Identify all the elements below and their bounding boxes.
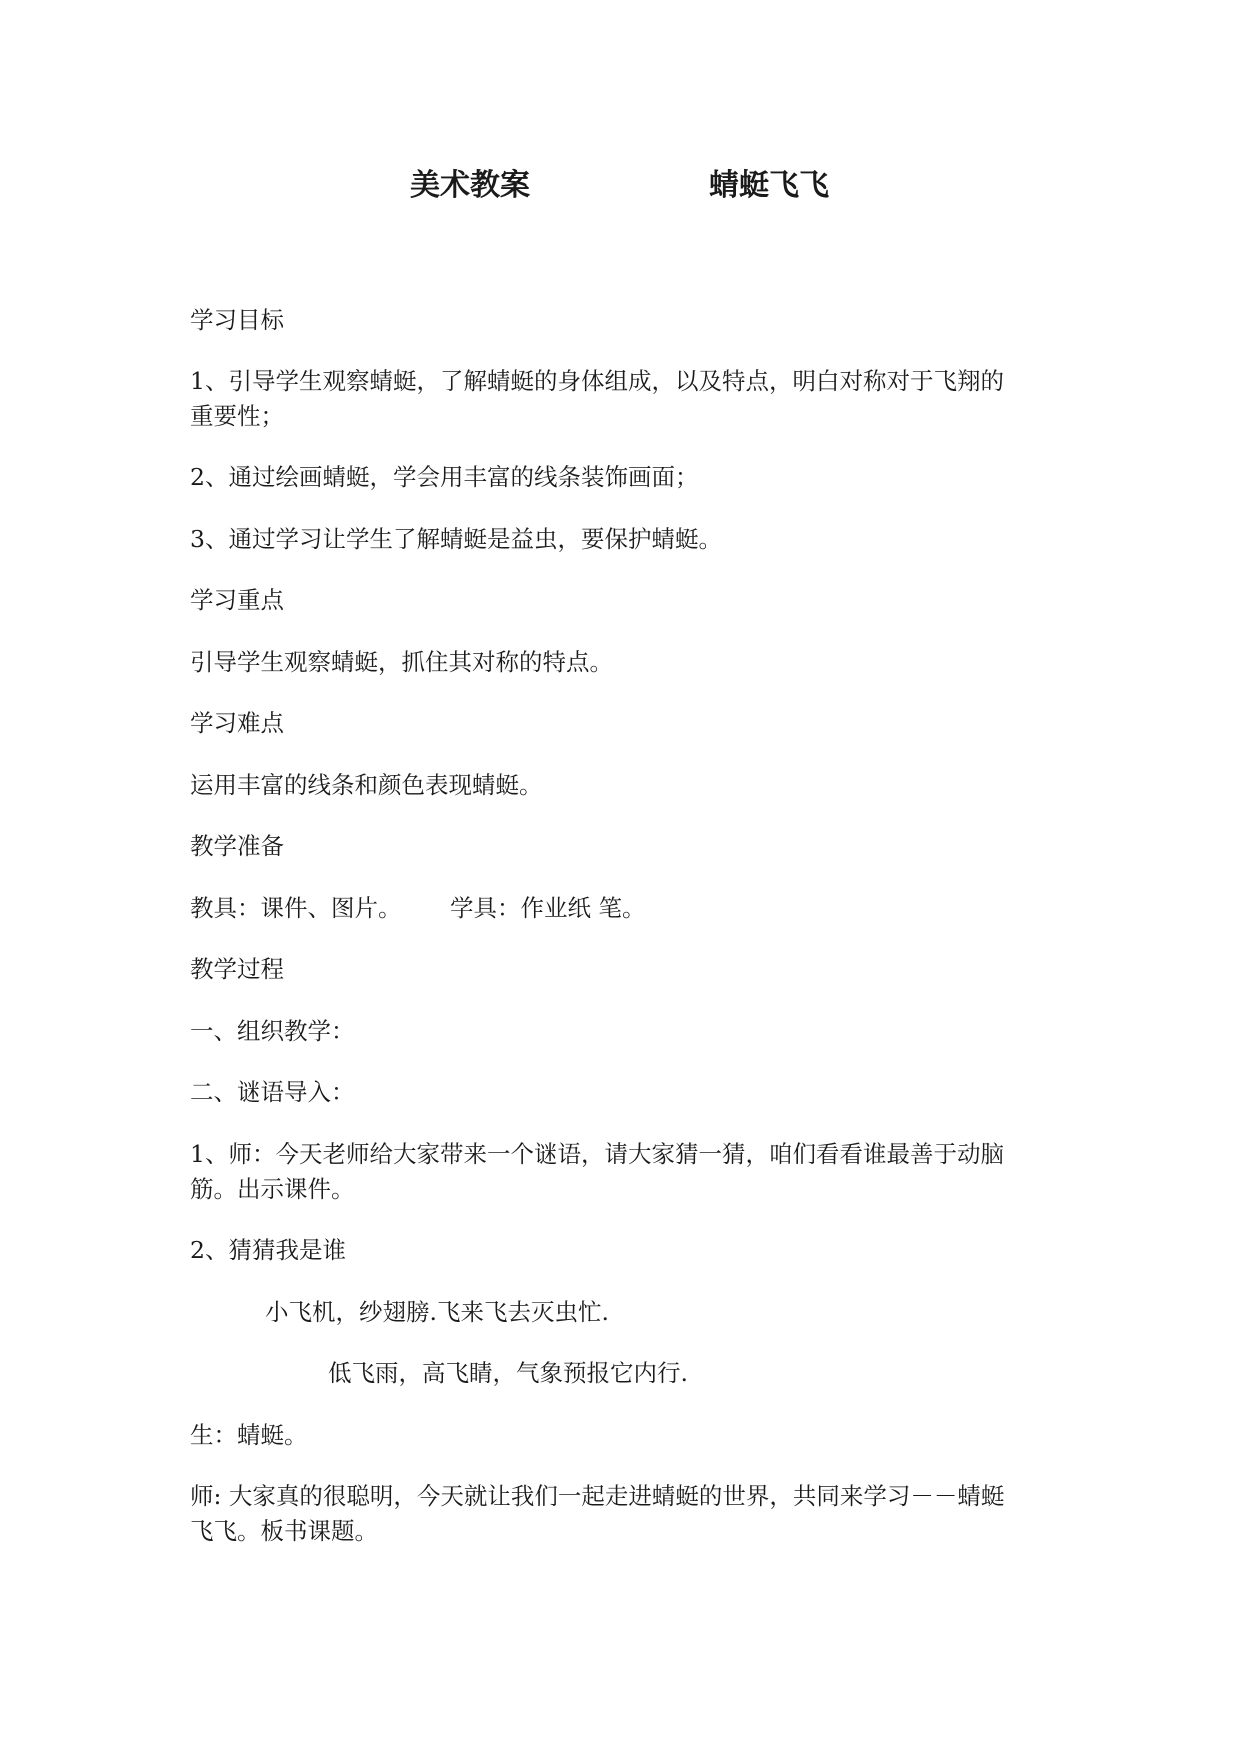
objective-1-line-2: 重要性； — [190, 402, 284, 430]
objective-2: 2、通过绘画蜻蜓，学会用丰富的线条装饰画面； — [190, 463, 699, 491]
riddle-verse-2: 低飞雨，高飞睛，气象预报它内行. — [328, 1359, 688, 1387]
heading-difficulties: 学习难点 — [190, 709, 284, 737]
student-answer: 生：蜻蜓。 — [190, 1421, 308, 1449]
teacher-riddle-line-1: 1、师：今天老师给大家带来一个谜语，请大家猜一猜，咱们看看谁最善于动脑 — [190, 1140, 1004, 1168]
guess-who: 2、猜猜我是谁 — [190, 1236, 346, 1264]
difficulties-text: 运用丰富的线条和颜色表现蜻蜓。 — [190, 771, 543, 799]
teacher-intro-line-1: 师: 大家真的很聪明，今天就让我们一起走进蜻蜓的世界，共同来学习－－蜻蜓 — [190, 1482, 1005, 1510]
heading-process: 教学过程 — [190, 955, 284, 983]
teaching-tools: 教具：课件、图片。 — [190, 894, 402, 922]
teacher-intro-line-2: 飞飞。板书课题。 — [190, 1517, 378, 1545]
riddle-verse-1: 小飞机，纱翅膀.飞来飞去灭虫忙. — [265, 1298, 609, 1326]
title-lesson: 蜻蜓飞飞 — [709, 168, 829, 203]
title-subject: 美术教案 — [410, 168, 530, 203]
heading-preparation: 教学准备 — [190, 832, 284, 860]
objective-3: 3、通过学习让学生了解蜻蜓是益虫，要保护蜻蜓。 — [190, 525, 722, 553]
step-riddle-intro: 二、谜语导入： — [190, 1078, 355, 1106]
heading-key-points: 学习重点 — [190, 586, 284, 614]
teacher-riddle-line-2: 筋。出示课件。 — [190, 1175, 355, 1203]
objective-1-line-1: 1、引导学生观察蜻蜓，了解蜻蜓的身体组成，以及特点，明白对称对于飞翔的 — [190, 367, 1004, 395]
learning-tools: 学具：作业纸 笔。 — [450, 894, 646, 922]
heading-learning-objectives: 学习目标 — [190, 306, 284, 334]
step-organize: 一、组织教学： — [190, 1017, 355, 1045]
key-points-text: 引导学生观察蜻蜓，抓住其对称的特点。 — [190, 648, 613, 676]
